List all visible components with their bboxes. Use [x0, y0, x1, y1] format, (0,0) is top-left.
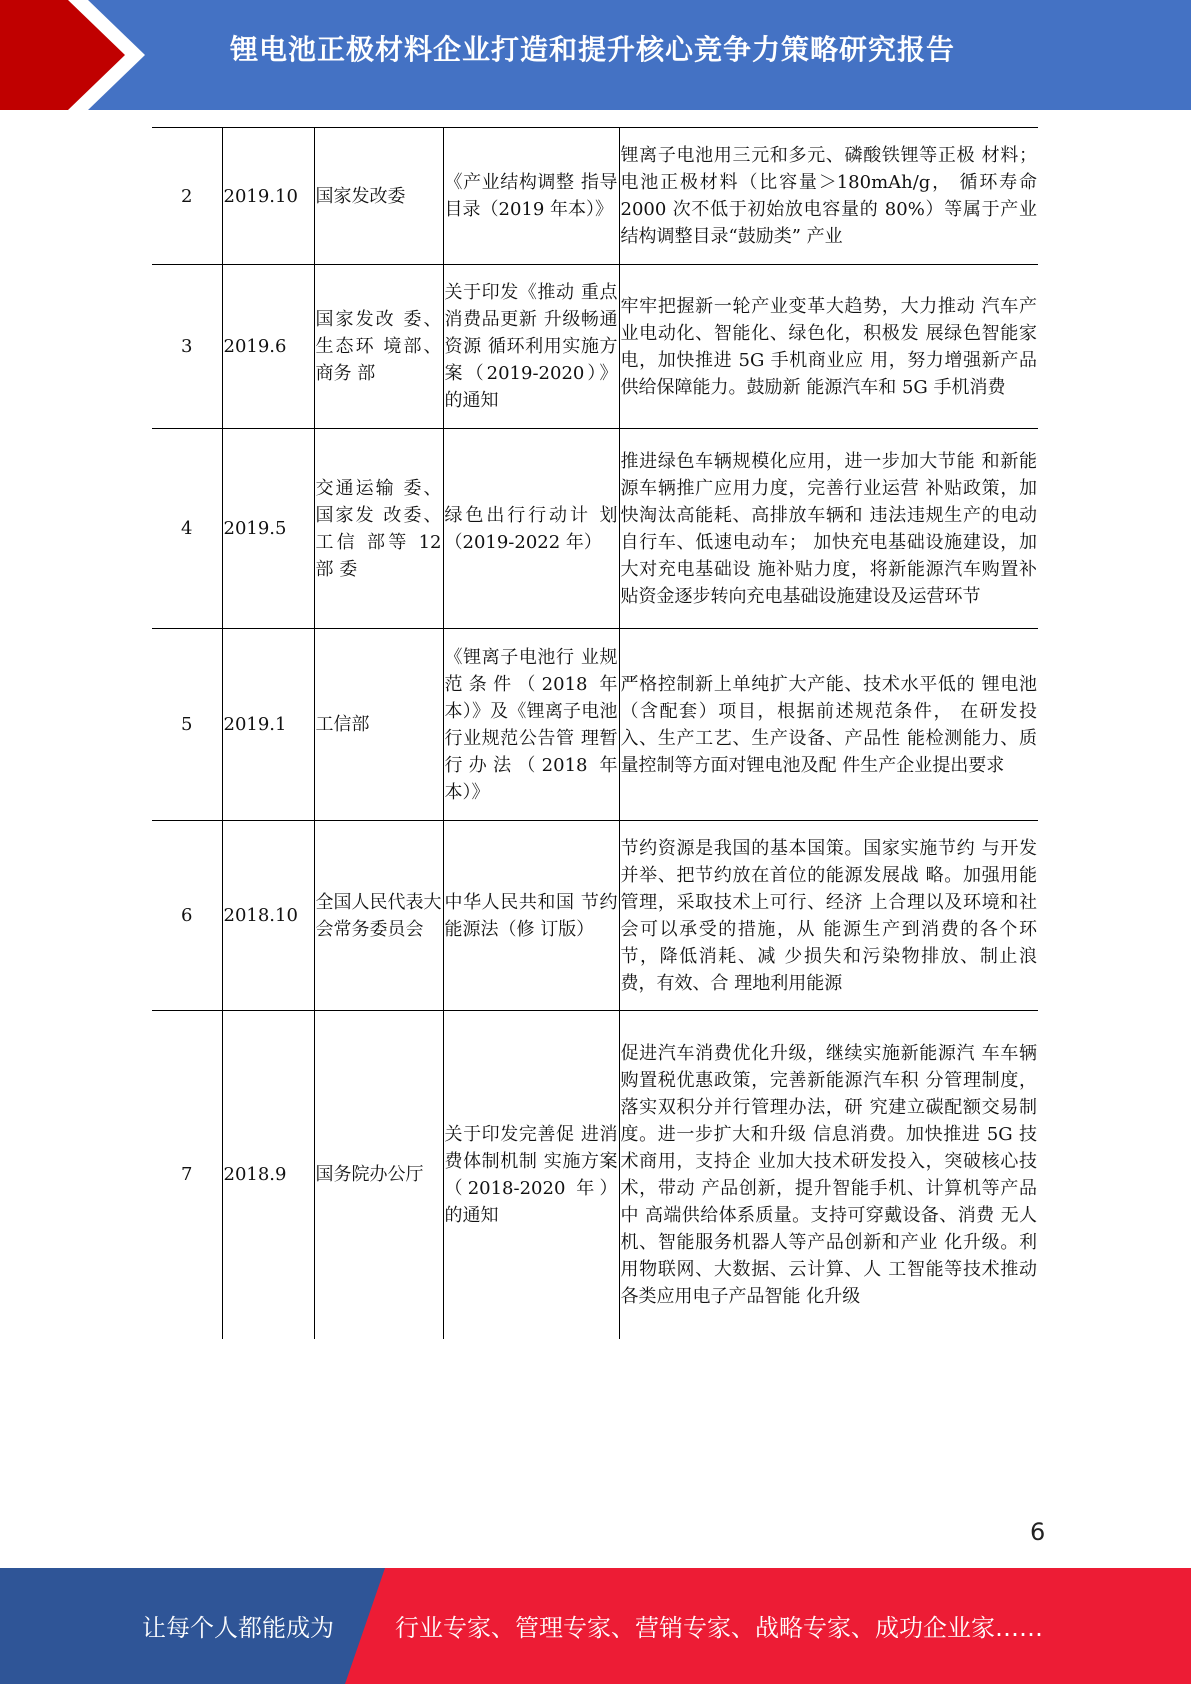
row-content: 严格控制新上单纯扩大产能、技术水平低的 锂电池（含配套）项目，根据前述规范条件， 在研发投入、生产工艺、生产设备、产品性 能检测能力、质量控制等方面对锂电池及配 件生产企业提出要求: [619, 629, 1038, 821]
row-document: 《产业结构调整 指导目录（2019 年本）》: [443, 128, 619, 265]
table-row: [152, 265, 1038, 429]
table-row: [152, 429, 1038, 629]
table-row: [152, 629, 1038, 821]
header-arrow-graphic: [0, 0, 150, 110]
page-number: 6: [1030, 1518, 1046, 1546]
row-document: 关于印发《推动 重点消费品更新 升级畅通资源 循环利用实施方 案（2019-2020）》 的通知: [443, 265, 619, 429]
row-number: 3: [152, 265, 222, 429]
policy-table: [152, 127, 1038, 1339]
row-document: 关于印发完善促 进消费体制机制 实施方案（2018-2020 年）的通知: [443, 1011, 619, 1339]
row-content: 锂离子电池用三元和多元、磷酸铁锂等正极 材料；电池正极材料（比容量＞180mAh/g， 循环寿命 2000 次不低于初始放电容量的 80%）等属于产业结构调整目录“鼓励类” 产业: [619, 128, 1038, 265]
row-date: 2019.5: [222, 429, 314, 629]
row-date: 2019.10: [222, 128, 314, 265]
row-department: 工信部: [314, 629, 443, 821]
row-department: 国家发改 委、生态环 境部、商务 部: [314, 265, 443, 429]
row-content: 促进汽车消费优化升级，继续实施新能源汽 车车辆购置税优惠政策，完善新能源汽车积 分管理制度，落实双积分并行管理办法，研 究建立碳配额交易制度。进一步扩大和升级 信息消费。加快推进 5G 技术商用，支持企 业加大技术研发投入，突破核心技术，带动 产品创新，提升智能手机、计算机等产品中 高端供给体系质量。支持可穿戴设备、消费 无人机、智能服务机器人等产品创新和产业 化升级。利用物联网、大数据、云计算、人 工智能等技术推动各类应用电子产品智能 化升级: [619, 1011, 1038, 1339]
row-number: 4: [152, 429, 222, 629]
row-department: 交通运输 委、国家发 改委、工信 部等 12 部 委: [314, 429, 443, 629]
row-number: 7: [152, 1011, 222, 1339]
page-header: [0, 0, 1191, 110]
row-date: 2018.9: [222, 1011, 314, 1339]
row-number: 6: [152, 821, 222, 1011]
row-date: 2019.1: [222, 629, 314, 821]
row-department: 全国人民代表大会常务委员会: [314, 821, 443, 1011]
row-department: 国务院办公厅: [314, 1011, 443, 1339]
row-number: 2: [152, 128, 222, 265]
report-title: 锂电池正极材料企业打造和提升核心竞争力策略研究报告: [230, 33, 956, 66]
row-date: 2019.6: [222, 265, 314, 429]
table-row: [152, 128, 1038, 265]
row-department: 国家发改委: [314, 128, 443, 265]
row-number: 5: [152, 629, 222, 821]
row-content: 推进绿色车辆规模化应用，进一步加大节能 和新能源车辆推广应用力度，完善行业运营 补贴政策，加快淘汰高能耗、高排放车辆和 违法违规生产的电动自行车、低速电动车； 加快充电基础设施建设，加大对充电基础设 施补贴力度，将新能源汽车购置补贴资金逐步转向充电基础设施建设及运营环节: [619, 429, 1038, 629]
table-row: [152, 1011, 1038, 1339]
row-document: 《锂离子电池行 业规范条件（2018 年本）》及《锂离子电池 行业规范公告管 理暂行办法（2018 年本）》: [443, 629, 619, 821]
row-content: 牢牢把握新一轮产业变革大趋势，大力推动 汽车产业电动化、智能化、绿色化，积极发 展绿色智能家电，加快推进 5G 手机商业应 用，努力增强新产品供给保障能力。鼓励新 能源汽车和 5G 手机消费: [619, 265, 1038, 429]
table-row: [152, 821, 1038, 1011]
footer-slogan-left: 让每个人都能成为: [142, 1614, 334, 1642]
row-document: 中华人民共和国 节约能源法（修 订版）: [443, 821, 619, 1011]
row-content: 节约资源是我国的基本国策。国家实施节约 与开发并举、把节约放在首位的能源发展战 略。加强用能管理，采取技术上可行、经济 上合理以及环境和社会可以承受的措施，从 能源生产到消费的各个环节，降低消耗、减 少损失和污染物排放、制止浪费，有效、合 理地利用能源: [619, 821, 1038, 1011]
row-date: 2018.10: [222, 821, 314, 1011]
page-footer: [0, 1568, 1191, 1684]
footer-slogan-right: 行业专家、管理专家、营销专家、战略专家、成功企业家……: [395, 1614, 1043, 1642]
row-document: 绿色出行行动计 划（2019-2022 年）: [443, 429, 619, 629]
